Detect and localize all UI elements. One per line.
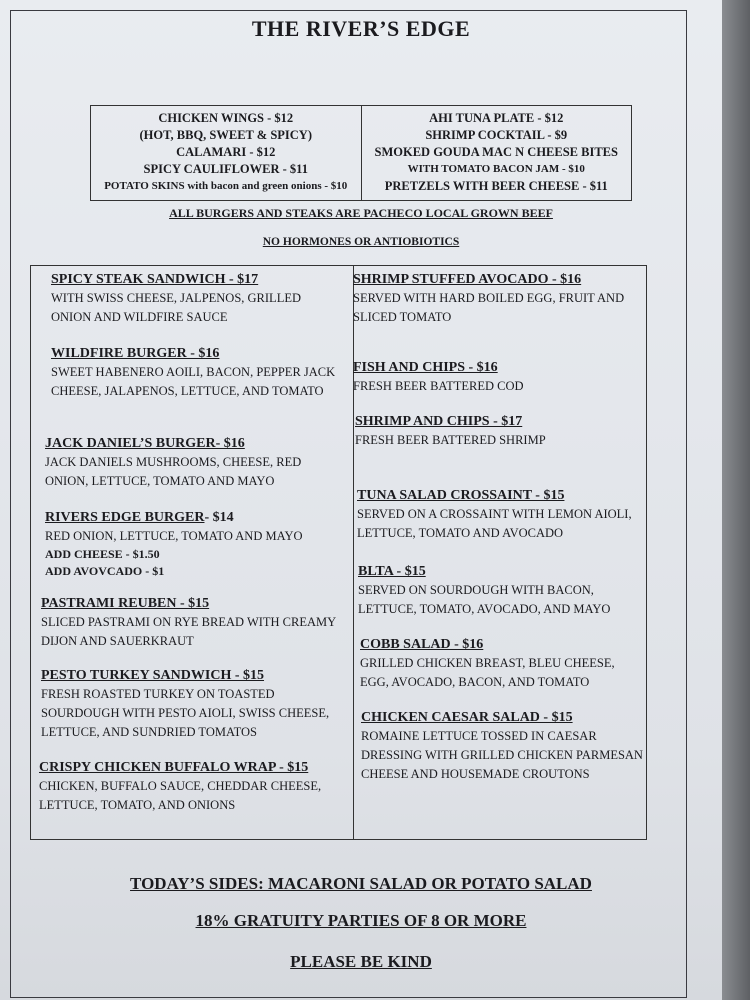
item-description: ROMAINE LETTUCE TOSSED IN CAESAR DRESSING WITH GRILLED CHICKEN PARMESAN CHEESE AND HOUSEMADE CROUTONS (361, 729, 643, 781)
item-name: COBB SALAD - $16 (360, 637, 484, 652)
item-description: JACK DANIELS MUSHROOMS, CHEESE, RED ONION, LETTUCE, TOMATO AND MAYO (45, 455, 302, 488)
item-name: PASTRAMI REUBEN - $15 (41, 596, 210, 611)
menu-item (51, 270, 341, 327)
hormone-notice: NO HORMONES OR ANTIOBIOTICS (262, 236, 460, 248)
item-name: WILDFIRE BURGER - $16 (51, 346, 220, 361)
appetizer-line: POTATO SKINS with bacon and green onions - $10 (104, 180, 348, 192)
menu-item (51, 344, 341, 401)
appetizer-line: WITH TOMATO BACON JAM - $10 (407, 163, 585, 175)
item-description: FRESH BEER BATTERED COD (353, 379, 524, 393)
item-name: PESTO TURKEY SANDWICH - $15 (41, 668, 265, 683)
item-description: WITH SWISS CHEESE, JALPENOS, GRILLED ONION AND WILDFIRE SAUCE (51, 291, 301, 324)
item-description: SLICED PASTRAMI ON RYE BREAD WITH CREAMY DIJON AND SAUERKRAUT (41, 615, 336, 648)
item-description: GRILLED CHICKEN BREAST, BLEU CHEESE, EGG, AVOCADO, BACON, AND TOMATO (360, 656, 615, 689)
item-description: SERVED ON SOURDOUGH WITH BACON, LETTUCE, TOMATO, AVOCADO, AND MAYO (358, 583, 611, 616)
appetizers-right-column (362, 106, 632, 200)
item-name: CRISPY CHICKEN BUFFALO WRAP - $15 (39, 760, 309, 775)
item-name: BLTA - $15 (358, 564, 426, 579)
menu-item (355, 412, 640, 450)
item-description: CHICKEN, BUFFALO SAUCE, CHEDDAR CHEESE, LETTUCE, TOMATO, AND ONIONS (39, 779, 322, 812)
appetizers-box (90, 105, 632, 201)
appetizer-line: SMOKED GOUDA MAC N CHEESE BITES (374, 145, 618, 159)
menu-item (45, 508, 345, 580)
item-name: SHRIMP STUFFED AVOCADO - $16 (353, 272, 582, 287)
menu-item (357, 486, 642, 543)
appetizer-line: SPICY CAULIFLOWER - $11 (143, 162, 308, 176)
menu-item (360, 635, 642, 692)
appetizer-line: SHRIMP COCKTAIL - $9 (425, 128, 568, 142)
todays-sides: TODAY’S SIDES: MACARONI SALAD OR POTATO SALAD (130, 874, 592, 893)
item-description: SERVED ON A CROSSAINT WITH LEMON AIOLI, LETTUCE, TOMATO AND AVOCADO (357, 507, 632, 540)
gratuity-notice: 18% GRATUITY PARTIES OF 8 OR MORE (195, 911, 527, 930)
appetizer-line: CALAMARI - $12 (176, 145, 276, 159)
beef-notice: ALL BURGERS AND STEAKS ARE PACHECO LOCAL GROWN BEEF (169, 206, 553, 220)
menu-item (353, 270, 638, 327)
item-description: FRESH ROASTED TURKEY ON TOASTED SOURDOUGH WITH PESTO AIOLI, SWISS CHEESE, LETTUCE, AND SUNDRIED TOMATOS (41, 687, 330, 739)
appetizer-line: CHICKEN WINGS - $12 (158, 111, 294, 125)
item-name: FISH AND CHIPS - $16 (353, 360, 498, 375)
menu-item (39, 758, 349, 815)
appetizer-line: (HOT, BBQ, SWEET & SPICY) (139, 128, 312, 142)
item-description: SERVED WITH HARD BOILED EGG, FRUIT AND SLICED TOMATO (353, 291, 625, 324)
item-description: SWEET HABENERO AOILI, BACON, PEPPER JACK CHEESE, JALAPENOS, LETTUCE, AND TOMATO (51, 365, 336, 398)
menu-item (45, 434, 341, 491)
appetizer-line: AHI TUNA PLATE - $12 (429, 111, 564, 125)
item-name: JACK DANIEL’S BURGER- $16 (45, 436, 245, 451)
please-be-kind: PLEASE BE KIND (290, 952, 432, 971)
menu-item (41, 666, 346, 742)
restaurant-title: THE RIVER’S EDGE (251, 16, 471, 41)
menu-item (41, 594, 341, 651)
item-name: TUNA SALAD CROSSAINT - $15 (357, 488, 565, 503)
appetizers-left-column (91, 106, 362, 200)
item-name: SHRIMP AND CHIPS - $17 (355, 414, 523, 429)
item-description: RED ONION, LETTUCE, TOMATO AND MAYO (45, 529, 303, 543)
item-addon: ADD CHEESE - $1.50 (45, 547, 160, 561)
menu-item (353, 358, 638, 396)
item-name: RIVERS EDGE BURGER (45, 510, 205, 525)
item-description: FRESH BEER BATTERED SHRIMP (355, 433, 546, 447)
menu-item (361, 708, 643, 784)
table-shadow (722, 0, 750, 1000)
column-divider (353, 266, 354, 839)
item-name: SPICY STEAK SANDWICH - $17 (51, 272, 259, 287)
item-price: - $14 (204, 510, 234, 525)
menu-item (358, 562, 643, 619)
item-name: CHICKEN CAESAR SALAD - $15 (361, 710, 573, 725)
entrees-box (30, 265, 647, 840)
item-addon: ADD AVOVCADO - $1 (45, 564, 165, 578)
appetizer-line: PRETZELS WITH BEER CHEESE - $11 (384, 179, 608, 193)
